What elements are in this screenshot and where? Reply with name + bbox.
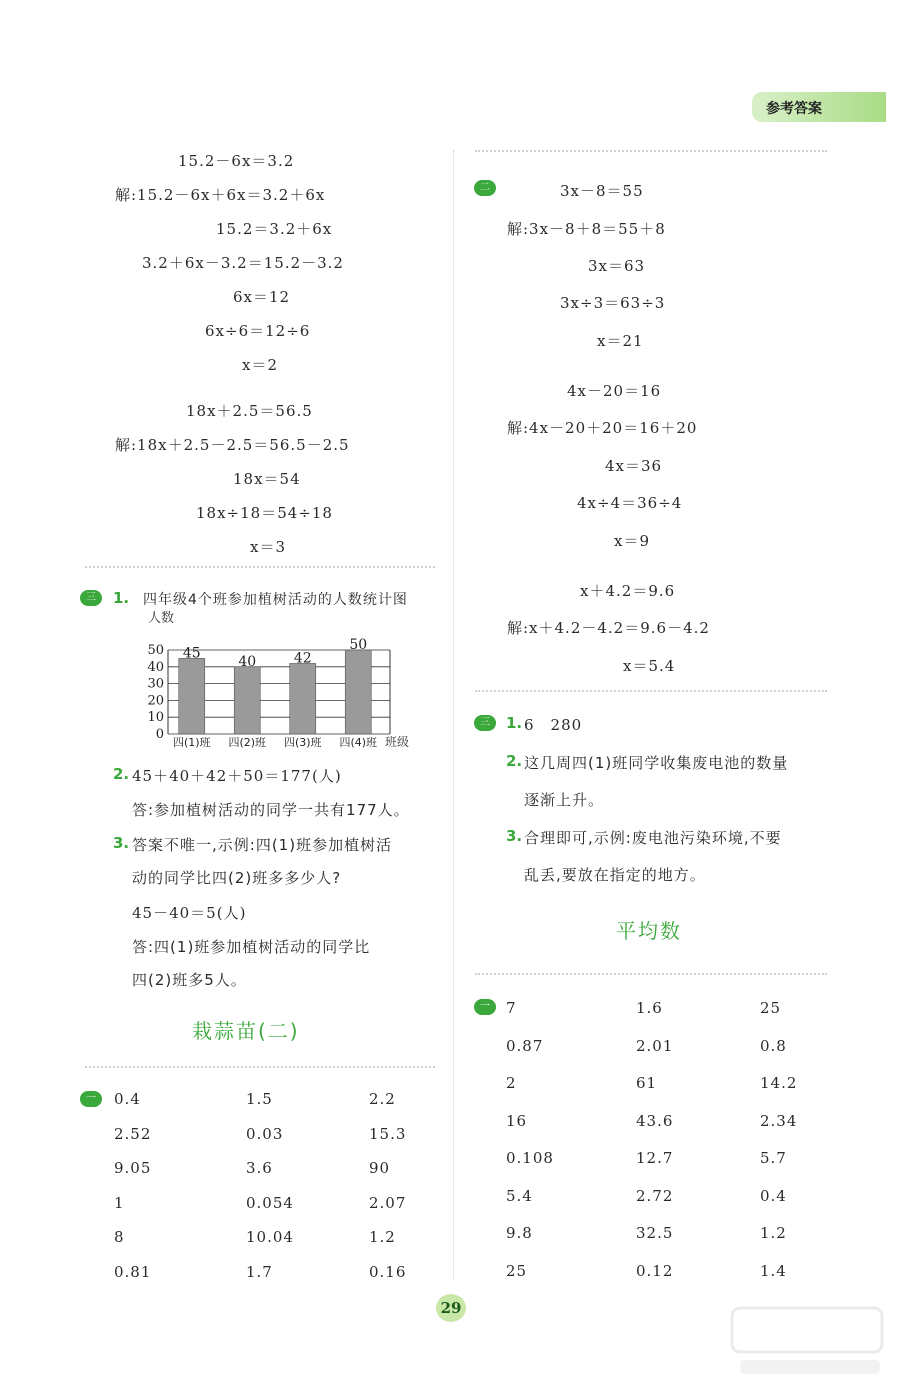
answer-cell: 2 — [506, 1074, 517, 1092]
answer-text: 答:四(1)班参加植树活动的同学比 — [132, 938, 371, 956]
left-eq: x＝2 — [242, 356, 279, 374]
header-tab — [752, 92, 886, 122]
left-eq: 3.2＋6x－3.2＝15.2－3.2 — [142, 254, 344, 272]
answer-cell: 0.108 — [506, 1149, 554, 1167]
bar-value-label: 40 — [238, 653, 257, 670]
right-eq: 解:4x－20＋20＝16＋20 — [507, 419, 698, 437]
answer-cell: 1.4 — [760, 1261, 787, 1280]
bar-chart — [140, 606, 430, 752]
section-divider — [475, 690, 827, 692]
answer-cell: 0.03 — [246, 1124, 284, 1143]
answer-cell: 1.5 — [246, 1090, 273, 1108]
left-eq: 15.2＝3.2＋6x — [216, 220, 333, 238]
section-divider — [475, 150, 827, 152]
right-eq: 4x－20＝16 — [567, 382, 662, 400]
answer-cell: 2.34 — [760, 1111, 798, 1130]
y-tick-label: 10 — [147, 710, 164, 726]
answer-cell: 16 — [506, 1111, 528, 1130]
answer-cell: 8 — [114, 1228, 125, 1246]
right-eq: x＋4.2＝9.6 — [580, 582, 676, 600]
answer-text: 逐渐上升。 — [524, 791, 605, 809]
answer-cell: 10.04 — [246, 1228, 294, 1246]
answer-cell: 61 — [636, 1074, 658, 1092]
x-tick-label: 四(3)班 — [283, 736, 322, 749]
page-number: 29 — [436, 1294, 466, 1322]
x-axis-label: 班级 — [385, 735, 410, 749]
x-tick-label: 四(1)班 — [172, 736, 211, 749]
question-number: 1. — [506, 714, 523, 732]
right-eq: 解:x＋4.2－4.2＝9.6－4.2 — [507, 619, 710, 637]
answer-text: 合理即可,示例:废电池污染环境,不要 — [524, 829, 782, 847]
answer-cell: 2.01 — [636, 1036, 674, 1055]
question-number: 3. — [506, 827, 523, 845]
answer-cell: 0.16 — [369, 1262, 407, 1281]
answer-cell: 9.05 — [114, 1159, 152, 1177]
answer-cell: 32.5 — [636, 1224, 674, 1242]
answer-cell: 2.2 — [369, 1090, 396, 1108]
left-eq: 18x＝54 — [233, 470, 301, 488]
answer-cell: 15.3 — [369, 1124, 407, 1143]
answer-text: 答案不唯一,示例:四(1)班参加植树活 — [132, 836, 393, 854]
left-eq: 解:18x＋2.5－2.5＝56.5－2.5 — [115, 436, 350, 454]
left-eq: 18x＋2.5＝56.5 — [186, 402, 313, 420]
answer-cell: 0.81 — [114, 1262, 152, 1281]
chart-bars — [179, 637, 372, 734]
answer-text: 这几周四(1)班同学收集废电池的数量 — [524, 754, 789, 772]
column-divider — [453, 150, 454, 1280]
answer-cell: 2.72 — [636, 1186, 674, 1205]
answer-eq: 45－40＝5(人) — [132, 904, 247, 922]
bar — [179, 658, 205, 734]
answer-cell: 1.6 — [636, 999, 663, 1017]
answer-cell: 0.87 — [506, 1036, 544, 1055]
answer-cell: 14.2 — [760, 1074, 798, 1092]
section-badge: 一 — [80, 1091, 102, 1107]
answer-cell: 12.7 — [636, 1149, 674, 1167]
right-eq: 4x÷4＝36÷4 — [577, 494, 683, 512]
left-eq: 6x÷6＝12÷6 — [205, 322, 311, 340]
bar — [345, 650, 371, 734]
answer-cell: 25 — [760, 999, 782, 1017]
answer-cell: 1.2 — [760, 1224, 787, 1242]
answer-cell: 2.52 — [114, 1124, 152, 1143]
answer-cell: 0.8 — [760, 1036, 787, 1055]
left-eq: 15.2－6x＝3.2 — [178, 152, 295, 170]
right-eq: 3x－8＝55 — [560, 182, 644, 200]
answer-cell: 25 — [506, 1261, 528, 1280]
section-badge: 三 — [474, 715, 496, 731]
right-eq: x＝5.4 — [623, 657, 676, 675]
bar — [290, 663, 316, 734]
answer-cell: 0.12 — [636, 1261, 674, 1280]
answer-text: 答:参加植树活动的同学一共有177人。 — [132, 801, 410, 819]
section-badge: 三 — [80, 590, 102, 606]
chart-categories — [173, 735, 377, 749]
question-number: 2. — [113, 765, 130, 783]
section-title: 栽蒜苗(二) — [192, 1019, 300, 1043]
answer-cell: 9.8 — [506, 1224, 533, 1242]
section-divider — [85, 566, 435, 568]
answer-cell: 3.6 — [246, 1159, 273, 1177]
x-tick-label: 四(2)班 — [228, 736, 267, 749]
bar-value-label: 42 — [293, 650, 312, 667]
section-divider — [85, 1066, 435, 1068]
question-number: 2. — [506, 752, 523, 770]
answer-cell: 5.4 — [506, 1186, 533, 1205]
left-eq: 解:15.2－6x＋6x＝3.2＋6x — [115, 186, 326, 204]
right-eq: 解:3x－8＋8＝55＋8 — [507, 220, 666, 238]
x-tick-label: 四(4)班 — [339, 736, 378, 749]
left-eq: x＝3 — [250, 538, 287, 556]
answer-cell: 7 — [506, 999, 517, 1017]
bar-value-label: 50 — [349, 637, 368, 653]
answer-text: 6 280 — [524, 716, 583, 734]
y-tick-label: 50 — [147, 643, 164, 658]
answer-cell: 0.4 — [760, 1186, 787, 1205]
answer-cell: 0.4 — [114, 1090, 141, 1108]
section-divider — [475, 973, 827, 975]
answer-cell: 43.6 — [636, 1111, 674, 1130]
y-tick-label: 40 — [147, 659, 164, 675]
section-badge: 二 — [474, 180, 496, 196]
left-eq: 6x＝12 — [233, 288, 291, 306]
answer-eq: 45＋40＋42＋50＝177(人) — [132, 767, 342, 785]
right-eq: 3x÷3＝63÷3 — [560, 294, 666, 312]
section-badge: 一 — [474, 999, 496, 1015]
answer-text: 动的同学比四(2)班多多少人? — [132, 869, 342, 887]
answer-cell: 1.7 — [246, 1262, 273, 1281]
question-number: 3. — [113, 834, 130, 852]
answer-cell: 1 — [114, 1193, 125, 1212]
right-eq: x＝21 — [597, 332, 644, 350]
answer-text: 乱丢,要放在指定的地方。 — [524, 866, 706, 884]
answer-cell: 0.054 — [246, 1193, 294, 1212]
answer-cell: 1.2 — [369, 1228, 396, 1246]
answer-cell: 5.7 — [760, 1149, 787, 1167]
left-eq: 18x÷18＝54÷18 — [196, 504, 333, 522]
right-eq: x＝9 — [614, 532, 651, 550]
y-tick-label: 0 — [155, 727, 164, 742]
watermark-logo — [730, 1300, 890, 1380]
chart-ticks — [147, 643, 164, 742]
y-tick-label: 20 — [147, 693, 164, 709]
question-number: 1. — [113, 589, 130, 607]
bar-value-label: 45 — [182, 645, 201, 662]
section-title: 平均数 — [616, 919, 682, 943]
answer-text: 四(2)班多5人。 — [132, 971, 247, 989]
answer-cell: 90 — [369, 1159, 391, 1177]
right-eq: 3x＝63 — [588, 257, 646, 275]
answer-cell: 2.07 — [369, 1193, 407, 1212]
y-tick-label: 30 — [147, 676, 164, 692]
header-tab-label: 参考答案 — [766, 101, 822, 117]
chart-title: 四年级4个班参加植树活动的人数统计图 — [143, 592, 408, 608]
y-axis-label: 人数 — [148, 611, 175, 626]
right-eq: 4x＝36 — [605, 457, 663, 475]
bar — [234, 667, 260, 734]
